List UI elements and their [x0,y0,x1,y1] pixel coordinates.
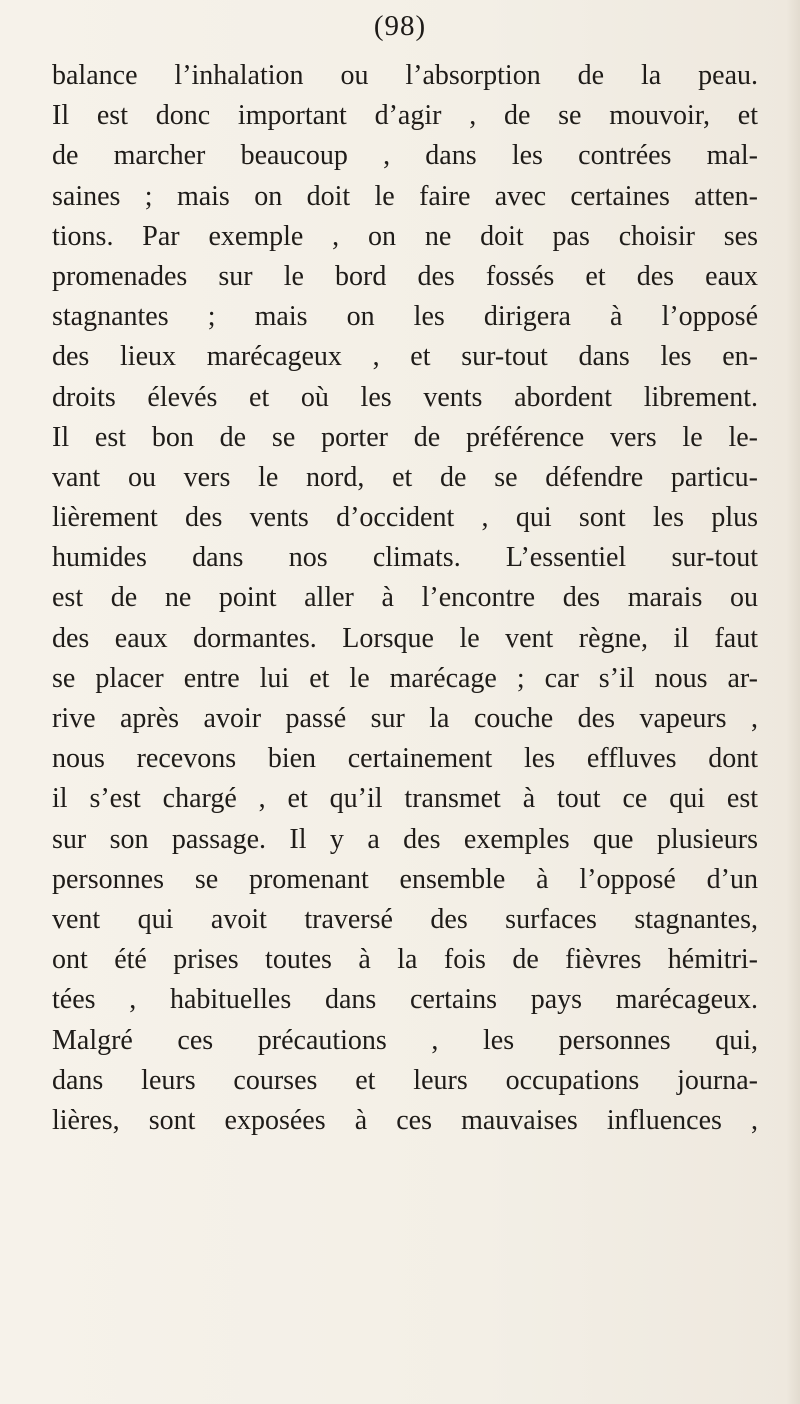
page-number: (98) [373,10,427,42]
text-line: lières, sont exposées à ces mauvaises influences , [52,1104,758,1136]
text-line: tions. Par exemple , on ne doit pas choisir ses [52,220,758,252]
text-line: promenades sur le bord des fossés et des eaux [52,260,758,292]
text-line: Il est bon de se porter de préférence vers le le- [52,421,758,453]
text-line: des eaux dormantes. Lorsque le vent règne, il faut [52,622,758,654]
text-line: sur son passage. Il y a des exemples que plusieurs [52,823,758,855]
text-line: vent qui avoit traversé des surfaces stagnantes, [52,903,758,935]
text-line: stagnantes ; mais on les dirigera à l’opposé [52,301,758,333]
text-line: vant ou vers le nord, et de se défendre particu- [52,461,758,493]
text-line: de marcher beaucoup , dans les contrées mal- [52,140,758,172]
text-line: est de ne point aller à l’encontre des marais ou [52,582,758,614]
text-line: Malgré ces précautions , les personnes qui, [52,1024,758,1056]
text-line: se placer entre lui et le marécage ; car s’il nous ar- [52,662,758,694]
text-line: nous recevons bien certainement les effluves dont [52,743,758,775]
text-line: personnes se promenant ensemble à l’opposé d’un [52,863,758,895]
body-text [52,56,758,1141]
text-line: saines ; mais on doit le faire avec certaines atten- [52,180,758,212]
text-line: balance l’inhalation ou l’absorption de la peau. [52,60,758,91]
text-line: ont été prises toutes à la fois de fièvres hémitri- [52,944,758,976]
text-line: Il est donc important d’agir , de se mouvoir, et [52,100,758,132]
page-edge-shadow [786,0,800,1404]
text-line: des lieux marécageux , et sur-tout dans les en- [52,341,758,373]
text-line: droits élevés et où les vents abordent librement. [52,381,758,413]
text-line: lièrement des vents d’occident , qui sont les plus [52,502,758,534]
text-line: dans leurs courses et leurs occupations journa- [52,1064,758,1096]
text-line: rive après avoir passé sur la couche des vapeurs , [52,703,758,734]
text-line: humides dans nos climats. L’essentiel sur-tout [52,542,758,574]
text-line: il s’est chargé , et qu’il transmet à tout ce qui est [52,783,758,815]
text-line: tées , habituelles dans certains pays marécageux. [52,984,758,1016]
